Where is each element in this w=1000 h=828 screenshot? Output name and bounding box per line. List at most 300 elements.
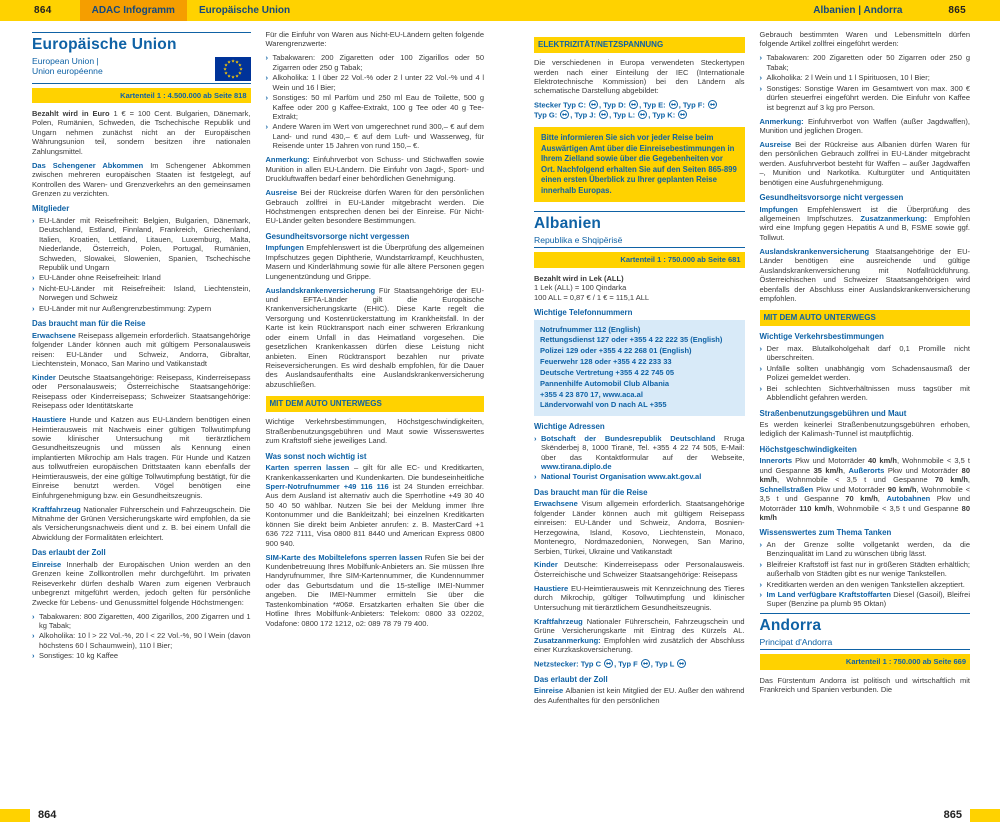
paragraph xyxy=(266,417,485,445)
section-heading: Wissenswertes zum Thema Tanken xyxy=(759,528,892,538)
footer-page-number-right: 865 xyxy=(943,809,962,821)
text-segment: EU-Länder ohne Reisefreiheit: Irland xyxy=(39,273,161,283)
country-subtitle: Republika e Shqipërisë xyxy=(534,234,623,245)
divider-line xyxy=(534,211,745,212)
text-segment: Impfungen xyxy=(265,243,307,253)
text-segment: Bei der Rückreise dürfen Waren für den persönlichen Gebrauch zollfrei in EU-Länder mitgebracht werden. Die Höchstmengen entsprechen denen bei der Einreise. Für Nicht-EU-Länder gelten besondere Bestimmungen. xyxy=(265,188,484,226)
bullet-list xyxy=(760,540,971,609)
bullet-marker: › xyxy=(759,590,762,600)
bullet-item xyxy=(760,84,971,112)
bullet-item xyxy=(266,122,485,150)
text-segment: Im Schengener Abkommen zwischen mehreren europäischen Staaten ist festgelegt, auf Kontrollen des Waren- und Grenzverkehrs an den gemeinsamen Grenzen zu verzichten. xyxy=(32,160,251,198)
bullet-marker: › xyxy=(32,631,35,641)
country-subtitle: Principat d'Andorra xyxy=(759,636,833,647)
svg-text:★: ★ xyxy=(234,59,239,65)
bullet-text xyxy=(39,273,251,282)
bullet-text xyxy=(767,364,971,383)
bullet-item xyxy=(32,304,251,313)
map-reference: Kartenteil 1 : 750.000 ab Seite 681 xyxy=(534,252,745,267)
bullet-text xyxy=(39,651,251,660)
bullet-marker: › xyxy=(759,53,762,63)
text-segment: Einfuhrverbot von Waffen (außer Jagdwaffen), Munition und jeglichen Drogen. xyxy=(759,116,970,135)
paragraph xyxy=(32,109,251,156)
bullet-text xyxy=(39,284,251,303)
text-segment: Erwachsene xyxy=(534,499,582,509)
text-segment: Impfungen xyxy=(759,204,808,214)
bullet-marker: › xyxy=(32,611,35,621)
bullet-item xyxy=(534,434,745,472)
text-segment: – gilt für alle EC- und Kreditkarten, Krankenkassenkarten und Kundenkarten. Die bundeseinheitliche xyxy=(265,463,484,482)
section-heading: Das erlaubt der Zoll xyxy=(534,674,608,684)
column-1 xyxy=(32,30,251,800)
section-heading: Gesundheitsvorsorge nicht vergessen xyxy=(759,193,904,203)
text-segment: Alkoholika: 1 l über 22 Vol.-% oder 2 l unter 22 Vol.-% und 4 l Wein und 16 l Bier; xyxy=(272,73,484,92)
bullet-item xyxy=(32,273,251,282)
phone-line: Pannenhilfe Automobil Club Albania xyxy=(540,378,670,388)
text-segment: Botschaft der Bundesrepublik Deutschland xyxy=(541,433,716,443)
divider-line xyxy=(32,32,251,33)
bullet-text xyxy=(767,53,971,72)
text-segment: , Typ L: xyxy=(609,110,638,120)
country-title: Europäische Union xyxy=(32,36,177,53)
text-segment: , Wohnmobile < 3,5 t und Gespanne xyxy=(759,456,971,475)
divider-line xyxy=(760,613,971,614)
text-segment: 80 km/h xyxy=(759,503,971,522)
text-segment: Wichtige Verkehrsbestimmungen, Höchstgeschwindigkeiten, Straßenbenutzungsgebühren und Maut sowie Wissenswertes zum Kraftstoff siehe jeweiliges Land. xyxy=(265,417,484,446)
svg-text:★: ★ xyxy=(237,62,242,68)
svg-text:★: ★ xyxy=(223,62,228,68)
bullet-list xyxy=(760,53,971,112)
bullet-marker: › xyxy=(759,343,762,353)
paragraph xyxy=(760,676,971,695)
svg-text:★: ★ xyxy=(226,59,231,65)
text-segment: , Typ F: xyxy=(678,100,707,110)
page-footer-left xyxy=(0,802,500,828)
divider-line xyxy=(534,247,745,248)
country-subtitle-row xyxy=(32,56,251,81)
text-segment: Erwachsene xyxy=(32,330,79,340)
section-heading: Das erlaubt der Zoll xyxy=(32,548,106,558)
bullet-marker: › xyxy=(759,559,762,569)
text-segment: 80 km/h xyxy=(759,465,971,485)
text-segment: Bei schlechten Sichtverhältnissen muss tagsüber mit Abblendlicht gefahren werden. xyxy=(766,383,970,403)
section-heading: Wichtige Verkehrsbestimmungen xyxy=(759,332,884,342)
text-segment: Einreise xyxy=(32,559,67,569)
bullet-text xyxy=(39,612,251,631)
text-segment: Innerorts xyxy=(759,456,793,466)
bullet-item xyxy=(266,53,485,72)
text-segment: Tabakwaren: 800 Zigaretten, 400 Zigarillos, 200 Zigarren und 1 kg Tabak; xyxy=(39,611,251,630)
text-segment: An der Grenze sollte vollgetankt werden, da die Benzinqualität im Land zu wünschen übrig lässt. xyxy=(766,539,970,559)
text-segment: , Wohnmobile < 3,5 t und Gespanne xyxy=(832,503,962,513)
map-reference: Kartenteil 1 : 4.500.000 ab Seite 818 xyxy=(32,88,251,103)
bullet-marker: › xyxy=(759,83,762,93)
bullet-marker: › xyxy=(759,383,762,393)
paragraph xyxy=(32,373,251,411)
page-header-left xyxy=(0,0,500,21)
text-segment: Rufen Sie bei der Kundenbetreuung Ihres Mobilfunk-Anbieters an. Sie müssen Ihre Handyrufnummer, Ihre SIM-Kartennummer, die Kundennummer oder das Geburtsdatum und die 15-stellige IMEI-Nummer angeben. Die IMEI-Nummer ermitteln Sie über die Tastenkombination *#06#. Ersatzkarten erhalten Sie über die Hotline Ihres Mobilfunk-Anbieters: Telekom: 0800 33 02202, Vodafone: 0800 172 1212, o2: 089 78 79 79 400. xyxy=(265,552,484,628)
text-segment: Deutsche Staatsangehörige: Reisepass, Kinderreisepass oder Personalausweis; Österreichische Staatsangehörige: Reisepass oder Kinderreisepass; Schweizer Staatsangehörige: Reisepass oder Identitätskarte xyxy=(32,372,251,411)
footer-accent-bar-left xyxy=(0,809,30,822)
bullet-item xyxy=(760,384,971,403)
bullet-list xyxy=(534,434,745,482)
bullet-text xyxy=(39,304,251,313)
text-segment: Rruga Skënderbej 8, 1000 Tiranë, Tel. +355 4 22 74 505, E-Mail: über das Kontaktformular auf der Webseite, xyxy=(541,433,745,462)
bullet-marker: › xyxy=(32,303,35,313)
text-segment: Nicht-EU-Länder mit Reisefreiheit: Island, Liechtenstein, Norwegen und Schweiz xyxy=(39,283,251,303)
svg-text:★: ★ xyxy=(223,70,228,76)
text-segment: Der max. Blutalkoholgehalt darf 0,1 Promille nicht überschreiten. xyxy=(766,343,970,363)
text-segment: 100 ALL = 0,87 € / 1 € = 115,1 ALL xyxy=(534,292,650,302)
text-segment: Kinder xyxy=(32,372,59,382)
section-heading: Was sonst noch wichtig ist xyxy=(265,451,367,461)
text-segment: Zusatzanmerkung: xyxy=(860,213,935,223)
text-segment: , Typ F xyxy=(614,659,640,669)
plug-icon xyxy=(677,659,686,668)
text-segment: Karten sperren lassen xyxy=(265,463,350,473)
text-segment: Haustiere xyxy=(534,583,572,593)
page-body-right xyxy=(500,21,1000,802)
text-segment: Pkw und Motorräder xyxy=(759,494,971,513)
bullet-marker: › xyxy=(534,433,537,443)
bullet-marker: › xyxy=(759,539,762,549)
text-segment: 40 km/h xyxy=(867,456,897,466)
section-heading: Wichtige Adressen xyxy=(534,422,605,432)
phone-line: Notrufnummer 112 (English) xyxy=(540,324,641,334)
paragraph xyxy=(760,205,971,243)
text-segment: Pkw und Motorräder xyxy=(792,456,868,466)
paragraph xyxy=(32,161,251,199)
text-segment: Bezahlt wird in Euro xyxy=(32,108,114,118)
paragraph xyxy=(534,100,745,120)
bullet-list xyxy=(266,53,485,150)
bullet-text xyxy=(767,384,971,403)
text-segment: , xyxy=(877,494,887,504)
bullet-text xyxy=(541,434,745,472)
phone-line: +355 4 23 870 17, www.aca.al xyxy=(540,389,643,399)
text-segment: Bleifreier Kraftstoff ist fast nur in größeren Städten erhältlich; außerhalb von Städten gibt es nur wenige Tankstellen. xyxy=(766,559,970,579)
paragraph xyxy=(760,420,971,439)
text-segment: Einreise xyxy=(534,686,566,696)
svg-text:★: ★ xyxy=(238,66,243,72)
bullet-marker: › xyxy=(759,363,762,373)
text-segment: EU-Länder mit Reisefreiheit: Belgien, Bulgarien, Dänemark, Deutschland, Estland, Finnland, Frankreich, Griechenland, Italien, Kroatien, Lettland, Litauen, Luxemburg, Malta, Niederlande, Österreich, Polen, Portugal, Rumänien, Schweden, Slowakei, Slowenien, Spanien, Tschechische Republik und Ungarn xyxy=(39,215,251,273)
paragraph xyxy=(760,247,971,304)
text-segment: www.tirana.diplo.de xyxy=(541,462,612,472)
header-section-title-left: Europäische Union xyxy=(198,5,291,16)
text-segment: Empfohlen wird zusätzlich der Abschluss einer Kurzkaskoversicherung. xyxy=(534,635,745,654)
text-segment: Empfehlenswert ist die Überprüfung des allgemeinen Impfschutzes. xyxy=(759,204,970,223)
bullet-item xyxy=(760,590,971,609)
bullet-marker: › xyxy=(534,472,537,482)
text-segment: Empfehlenswert ist die Überprüfung des allgemeinen Impfschutzes gegen Diphtherie, Wundstarrkrampf, Keuchhusten, Masern und Kinderlähmung sowie für alle ältere Personen gegen Lungenentzündung und Grippe. xyxy=(265,243,484,281)
bullet-item xyxy=(266,73,485,92)
text-segment: Das Fürstentum Andorra ist politisch und wirtschaftlich mit Frankreich und Spanien verbunden. Die xyxy=(759,675,970,695)
text-segment: , Typ K: xyxy=(648,110,678,120)
bullet-text xyxy=(273,73,485,92)
divider-line xyxy=(32,83,251,84)
bullet-item xyxy=(32,631,251,650)
paragraph xyxy=(760,30,971,49)
bullet-marker: › xyxy=(32,651,35,661)
phone-numbers-box xyxy=(534,320,745,417)
header-section-title-right: Albanien | Andorra xyxy=(813,5,903,16)
bullet-marker: › xyxy=(32,273,35,283)
bullet-marker: › xyxy=(265,93,268,103)
text-segment: Auslandskrankenversicherung xyxy=(759,246,876,256)
country-title: Andorra xyxy=(759,617,822,635)
page-body-left xyxy=(0,21,500,802)
text-segment: Unfälle sollten unabhängig vom Schadensausmaß der Polizei gemeldet werden. xyxy=(766,363,970,383)
plug-icon xyxy=(560,110,569,119)
footer-accent-bar-right xyxy=(970,809,1000,822)
text-segment: Albanien ist kein Mitglied der EU. Außer den während des Aufenthaltes für den persönlichen xyxy=(534,686,745,705)
bullet-text xyxy=(273,93,485,121)
text-segment: Kinder xyxy=(534,560,565,570)
text-segment: Ausreise xyxy=(759,139,796,149)
text-segment: 1 € = 100 Cent. Bulgarien, Dänemark, Polen, Rumänien, Schweden, die Tschechische Republik und Ungarn nehmen zunächst nicht an der Europäischen Währungsunion teil, sondern besitzen ihre nationalen Zahlungsmittel. xyxy=(32,108,251,156)
text-segment: Sonstiges: 50 ml Parfüm und 250 ml Eau de Toilette, 500 g Kaffee oder 200 g Kaffee-Extrakt, 100 g Tee oder 40 g Tee-Extrakt; xyxy=(272,93,484,121)
bullet-item xyxy=(760,53,971,72)
bullet-text xyxy=(767,560,971,579)
section-heading: Das braucht man für die Reise xyxy=(32,319,146,329)
text-segment: Schnellstraßen xyxy=(759,484,814,494)
text-segment: Im Land verfügbare Kraftstoffarten xyxy=(766,590,891,600)
plug-icon xyxy=(629,100,638,109)
paragraph xyxy=(266,243,485,281)
country-header xyxy=(760,613,971,669)
text-segment: 35 km/h xyxy=(813,465,843,475)
text-segment: Sonstiges: 10 kg Kaffee xyxy=(39,651,119,661)
page-right xyxy=(500,0,1000,828)
text-segment: Einfuhrverbot von Schuss- und Stichwaffen sowie Munition in allen EU-Ländern. Die Einfuhr von Jagd-, Sport- und Druckluftwaffen bedarf einer behördlichen Genehmigung. xyxy=(265,155,484,184)
paragraph xyxy=(760,140,971,187)
bullet-marker: › xyxy=(265,122,268,132)
column-3 xyxy=(534,30,745,800)
paragraph xyxy=(534,274,745,302)
section-heading: Das braucht man für die Reise xyxy=(534,487,648,497)
section-heading: Gesundheitsvorsorge nicht vergessen xyxy=(265,231,410,241)
text-segment: Autobahnen xyxy=(886,494,931,504)
paragraph xyxy=(266,155,485,183)
bullet-item xyxy=(534,472,745,481)
paragraph xyxy=(534,617,745,655)
plug-icon xyxy=(678,110,687,119)
bullet-item xyxy=(32,216,251,273)
paragraph xyxy=(32,415,251,500)
bullet-item xyxy=(760,540,971,559)
text-segment: 70 km/h xyxy=(845,494,878,504)
text-segment: , Typ D: xyxy=(599,100,629,110)
text-segment: Auslandskrankenversicherung xyxy=(265,285,379,295)
bullet-text xyxy=(767,540,971,559)
bullet-list xyxy=(32,216,251,313)
text-segment: , Typ E: xyxy=(639,100,668,110)
footer-page-number-left: 864 xyxy=(38,809,57,821)
info-note-box: Bitte informieren Sie sich vor jeder Reise beim Auswärtigen Amt über die Einreisebestimmungen in Ihrem Zielland sowie über die Gegebenheiten vor Ort. Nachfolgend erhalten Sie auf den Seiten 865-899 einen ersten Überblick zu Ihrer geplanten Reise innerhalb Europas. xyxy=(534,127,745,202)
text-segment: , xyxy=(967,475,971,485)
svg-text:★: ★ xyxy=(234,72,239,78)
svg-text:★: ★ xyxy=(237,70,242,76)
text-segment: , xyxy=(842,465,849,475)
text-segment: Empfohlen wird eine Impfung gegen Hepatitis A und B, FSME sowie ggf. Tollwut. xyxy=(759,213,970,242)
bullet-marker: › xyxy=(265,73,268,83)
paragraph xyxy=(534,659,745,669)
text-segment: Außerorts xyxy=(848,465,885,475)
section-heading: Höchstgeschwindigkeiten xyxy=(759,444,857,454)
bullet-text xyxy=(273,53,485,72)
text-segment: 90 km/h xyxy=(887,484,917,494)
text-segment: Pkw und Motorräder xyxy=(813,484,888,494)
section-heading: Mitglieder xyxy=(32,204,70,214)
text-segment: Alkoholika: 2 l Wein und 1 l Spirituosen, 10 l Bier; xyxy=(766,73,930,83)
svg-text:★: ★ xyxy=(230,74,235,80)
text-segment: Nationaler Führerschein und Fahrzeugschein. Die Mitnahme der Grünen Versicherungskarte wird empfohlen, da sie als Versicherungsnachweis dient und z. B. bei einem Unfall die Abwicklung der Formalitäten erleichtert. xyxy=(32,504,251,542)
bullet-item xyxy=(760,560,971,579)
text-segment: Reisepass allgemein erforderlich. Staatsangehörige folgender Länder können auch mit gültigem Personalausweis reisen: EU-Länder und Schweiz, Andorra, Gibraltar, Liechtenstein, Monaco, San Marino und Vatikanstadt xyxy=(32,330,251,368)
paragraph xyxy=(534,58,745,96)
bullet-marker: › xyxy=(759,579,762,589)
text-segment: ist 24 Stunden erreichbar. Aus dem Ausland ist alternativ auch die Sperrhotline +49 30 40 50 40 50 wählbar. Nutzen Sie bei der Meldung immer Ihre Kontonummer und die Bankleitzahl; bei einzelnen Kreditkarten können Sie direkt beim Anbieter anrufen: z. B. MasterCard +1 636 722 7111, Visa 0800 811 8440 und American Express 0800 900 940. xyxy=(265,482,484,548)
text-segment: Deutsche: Kinderreisepass oder Personalausweis. Österreichische und Schweizer Staatsangehörige: Reisepass xyxy=(534,560,745,579)
bullet-text xyxy=(767,84,971,112)
paragraph xyxy=(534,560,745,579)
text-segment: Typ G: xyxy=(534,110,560,120)
paragraph xyxy=(266,553,485,629)
text-segment: EU-Heimtierausweis mit Kennzeichnung des Tieres durch Mikrochip, gültiger Tollwutimpfung und klinischer Untersuchung mit tierärztlichem Gesundheitszeugnis. xyxy=(534,583,745,612)
bullet-marker: › xyxy=(759,73,762,83)
country-subtitle-row xyxy=(760,637,971,647)
header-page-number-left: 864 xyxy=(34,5,52,16)
bullet-item xyxy=(32,612,251,631)
plug-icon xyxy=(589,100,598,109)
plug-icon xyxy=(604,659,613,668)
paragraph xyxy=(266,286,485,390)
text-segment: Zusatzanmerkung: xyxy=(534,635,605,645)
bullet-item xyxy=(32,284,251,303)
plug-icon xyxy=(638,110,647,119)
bullet-item xyxy=(266,93,485,121)
text-segment: Gebrauch bestimmten Waren und Lebensmitteln dürfen folgende Artikel zollfrei eingeführt werden: xyxy=(759,30,970,49)
section-bar: ELEKTRIZITÄT/NETZSPANNUNG xyxy=(534,37,745,53)
page-footer-right xyxy=(500,802,1000,828)
text-segment: Bei der Rückreise aus Albanien dürfen Waren für den persönlichen Gebrauch zollfrei in EU-Länder mitgebracht werden. Ausfuhrverbot besteht für Waffen – außer Jagdwaffen –, Munition und Narkotika. Kulturgüter und Antiquitäten benötigen eine Ausfuhrgenehmigung. xyxy=(759,139,970,187)
bullet-marker: › xyxy=(32,283,35,293)
bullet-marker: › xyxy=(265,53,268,63)
text-segment: Tabakwaren: 200 Zigaretten oder 50 Zigarren oder 250 g Tabak; xyxy=(766,53,970,72)
bullet-text xyxy=(767,590,971,609)
text-segment: Anmerkung: xyxy=(265,155,314,165)
bullet-item xyxy=(760,364,971,383)
bullet-text xyxy=(273,122,485,150)
text-segment: Stecker Typ C: xyxy=(534,100,589,110)
svg-text:★: ★ xyxy=(222,66,227,72)
paragraph xyxy=(760,117,971,136)
text-segment: National Tourist Organisation www.akt.gov.al xyxy=(541,472,702,482)
bullet-text xyxy=(39,631,251,650)
paragraph xyxy=(266,463,485,548)
paragraph xyxy=(534,499,745,556)
text-segment: Innerhalb der Europäischen Union werden an den Grenzen keine Zollkontrollen mehr durchgeführt. Im privaten Reiseverkehr dürfen deshalb Waren zum eigenen Verbrauch unbegrenzt mitgeführt werden, jedoch gelten für persönliche Zwecke für Lebens- und Genussmittel folgende Höchstmengen: xyxy=(32,559,251,607)
plug-icon xyxy=(641,659,650,668)
paragraph xyxy=(266,188,485,226)
text-segment: Kreditkarten werden an den wenigen Tankstellen akzeptiert. xyxy=(766,579,965,589)
text-segment: Visum allgemein erforderlich. Staatsangehörige folgender Länder können auch mit gültigem Reisepass einreisen: EU-Länder und Schweiz, Andorra, Bosnien-Herzegowina, Island, Kosovo, Liechtenstein, Monaco, Montenegro, Nordmazedonien, Norwegen, San Marino, Serbien, Türkei, Ukraine und Vatikanstadt xyxy=(534,499,745,556)
country-title: Albanien xyxy=(534,215,602,233)
bullet-item xyxy=(760,344,971,363)
bullet-text xyxy=(767,73,971,82)
text-segment: 1 Lek (ALL) = 100 Qindarka xyxy=(534,283,627,293)
text-segment: SIM-Karte des Mobiltelefons sperren lassen xyxy=(265,552,425,562)
paragraph xyxy=(32,331,251,369)
bullet-item xyxy=(760,73,971,82)
brand-badge: ADAC Infogramm xyxy=(80,0,187,21)
header-page-number-right: 865 xyxy=(948,5,966,16)
text-segment: Staatsangehörige der EU-Länder benötigen eine ausreichende und gültige Auslandskrankenversicherung mit Notfallrückführung. Österreichischen und Schweizer Staatsangehörigen wird ebenfalls der Abschluss einer Auslandskrankenversicherung empfohlen. xyxy=(759,246,970,303)
text-segment: , Wohnmobile < 3,5 t und Gespanne xyxy=(759,484,971,504)
text-segment: Pkw und Motorräder xyxy=(884,465,962,475)
text-segment: , Wohnmobile < 3,5 t und Gespanne xyxy=(777,475,935,485)
text-segment: Nationaler Führerschein, Fahrzeugschein und Grüne Versicherungskarte mit Eintrag des Kürzels AL. xyxy=(534,616,745,636)
text-segment: , Typ J: xyxy=(570,110,599,120)
bullet-item xyxy=(32,651,251,660)
text-segment: 70 km/h xyxy=(934,475,968,485)
text-segment: Bezahlt wird in Lek (ALL) xyxy=(534,273,624,283)
text-segment: Haustiere xyxy=(32,415,70,425)
text-segment: EU-Länder mit nur Außengrenzbestimmung: Zypern xyxy=(39,303,212,313)
paragraph xyxy=(266,30,485,49)
text-segment: Kraftfahrzeug xyxy=(534,616,587,626)
section-heading: Straßenbenutzungsgebühren und Maut xyxy=(759,408,907,418)
paragraph xyxy=(534,686,745,705)
section-bar: MIT DEM AUTO UNTERWEGS xyxy=(760,310,971,326)
bullet-text xyxy=(767,344,971,363)
eu-flag-icon xyxy=(215,57,251,81)
text-segment: Typ C xyxy=(580,659,604,669)
bullet-item xyxy=(760,580,971,589)
text-segment: Sperr-Notrufnummer +49 116 116 xyxy=(265,482,389,492)
map-reference: Kartenteil 1 : 750.000 ab Seite 669 xyxy=(760,654,971,669)
text-segment: Es werden keinerlei Straßenbenutzungsgebühren erhoben, lediglich der Kalimash-Tunnel ist mautpflichtig. xyxy=(759,420,970,439)
text-segment: Netzstecker: xyxy=(534,659,581,669)
paragraph xyxy=(760,456,971,522)
plug-icon xyxy=(669,100,678,109)
text-segment: Tabakwaren: 200 Zigaretten oder 100 Zigarillos oder 50 Zigarren oder 250 g Tabak; xyxy=(272,53,484,72)
bullet-text xyxy=(39,216,251,273)
column-2 xyxy=(266,30,485,800)
column-4 xyxy=(760,30,971,800)
country-header xyxy=(32,32,251,103)
phone-line: Rettungsdienst 127 oder +355 4 22 222 35 (English) xyxy=(540,335,723,345)
page-header-right xyxy=(500,0,1000,21)
paragraph xyxy=(32,560,251,607)
country-subtitle-row xyxy=(534,235,745,245)
phone-line: Ländervorwahl von D nach AL +355 xyxy=(540,400,667,410)
text-segment: Diesel (Gasoil), Bleifrei Super (Benzine pa plumb 95 Oktan) xyxy=(766,590,970,609)
text-segment: Sonstiges: Sonstige Waren im Gesamtwert von max. 300 € dürfen steuerfrei eingeführt werden. Die Einfuhr von Kaffee ist begrenzt auf 3 kg pro Person. xyxy=(766,83,970,112)
text-segment: Für die Einfuhr von Waren aus Nicht-EU-Ländern gelten folgende Warengrenzwerte: xyxy=(265,30,484,49)
bullet-list xyxy=(760,344,971,403)
phone-line: Deutsche Vertretung +355 4 22 745 05 xyxy=(540,367,675,377)
bullet-text xyxy=(767,580,971,589)
bullet-marker: › xyxy=(32,215,35,225)
text-segment: Die verschiedenen in Europa verwendeten Steckertypen werden nach einer Einteilung der IEC (Internationale Elektrotechnische Kommission) bei den Ländern als schematische Darstellung abgebildet: xyxy=(534,58,745,96)
plug-icon xyxy=(708,100,717,109)
section-heading: Wichtige Telefonnummern xyxy=(534,308,633,318)
text-segment: Andere Waren im Wert von umgerechnet rund 300,– € auf dem Land- und rund 430,– € auf dem Luft- und Wasserweg, für Reisende unter 15 Jahren von rund 150,– €. xyxy=(272,122,484,151)
plug-icon xyxy=(599,110,608,119)
phone-line: Feuerwehr 128 oder +355 4 22 233 33 xyxy=(540,357,672,367)
